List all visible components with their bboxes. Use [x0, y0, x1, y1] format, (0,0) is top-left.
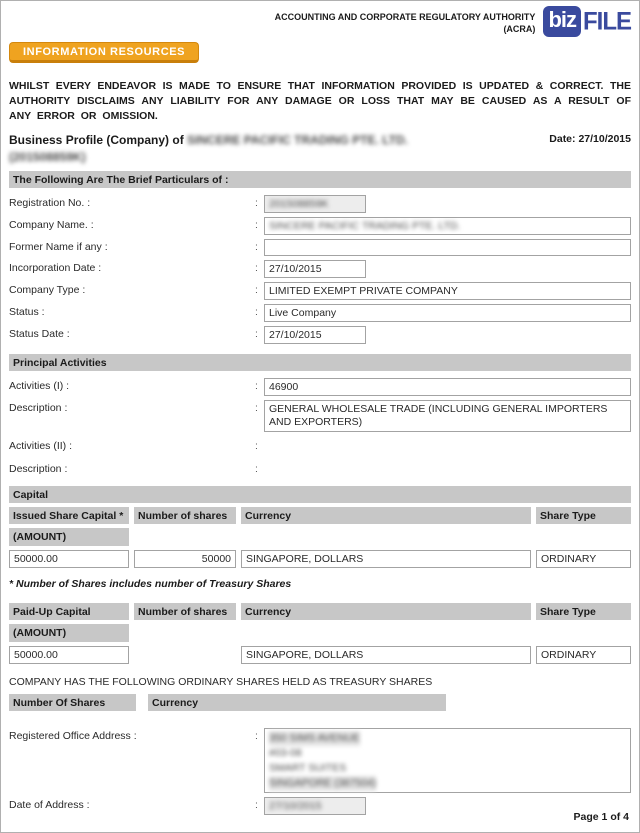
- field-colon: :: [255, 402, 258, 414]
- field-status: [9, 304, 631, 322]
- information-resources-badge: INFORMATION RESOURCES: [9, 42, 199, 63]
- field-colon: :: [255, 262, 258, 274]
- page-title: [9, 133, 408, 147]
- col-header-issued-capital: Issued Share Capital *: [9, 507, 129, 524]
- field-label: Description :: [9, 402, 68, 414]
- field-colon: :: [255, 380, 258, 392]
- field-incorporation-date: [9, 260, 631, 278]
- address-line-redacted: SMART SUITES: [269, 762, 347, 774]
- col-header-currency: Currency: [241, 603, 531, 620]
- field-company-name: [9, 217, 631, 235]
- particulars-form: [9, 195, 631, 344]
- field-colon: :: [255, 440, 258, 452]
- field-company-type: [9, 282, 631, 300]
- col-header-share-type: Share Type: [536, 603, 631, 620]
- field-colon: :: [255, 284, 258, 296]
- treasury-caption: COMPANY HAS THE FOLLOWING ORDINARY SHARES HELD AS TREASURY SHARES: [9, 676, 433, 688]
- field-description-1: [9, 400, 631, 432]
- field-activities-2: [9, 438, 631, 455]
- field-label: Date of Address :: [9, 799, 90, 811]
- field-registration-no: [9, 195, 631, 213]
- field-value: 27/10/2015: [264, 326, 366, 344]
- col-header-share-type: Share Type: [536, 507, 631, 524]
- field-label: Status Date :: [9, 328, 70, 340]
- registration-number-redacted: (201508859K): [9, 150, 86, 164]
- issued-share-type-cell: ORDINARY: [536, 550, 631, 568]
- col-header-number-of-shares: Number of shares: [134, 603, 236, 620]
- paidup-shares-cell: [134, 646, 236, 664]
- field-label: Activities (II) :: [9, 440, 73, 452]
- field-colon: :: [255, 241, 258, 253]
- field-value-redacted: SINCERE PACIFIC TRADING PTE. LTD.: [269, 220, 461, 232]
- issued-currency-cell: SINGAPORE, DOLLARS: [241, 550, 531, 568]
- field-status-date: [9, 326, 631, 344]
- issued-amount-cell: 50000.00: [9, 550, 129, 568]
- field-label: Incorporation Date :: [9, 262, 102, 274]
- treasury-shares-note: * Number of Shares includes number of Treasury Shares: [9, 578, 292, 590]
- section-bar-particulars: The Following Are The Brief Particulars of :: [9, 171, 631, 188]
- field-colon: :: [255, 306, 258, 318]
- authority-acronym: (ACRA): [503, 24, 536, 34]
- col-header-number-of-shares: Number of shares: [134, 507, 236, 524]
- field-registered-office-address: [9, 728, 631, 793]
- col-header-amount: (AMOUNT): [9, 624, 129, 642]
- authority-name: ACCOUNTING AND CORPORATE REGULATORY AUTHORITY: [274, 12, 536, 22]
- field-colon: :: [255, 799, 258, 811]
- company-name-redacted: SINCERE PACIFIC TRADING PTE. LTD.: [187, 133, 408, 147]
- address-line-redacted: 350 SIMS AVENUE: [269, 732, 360, 744]
- address-line-redacted: SINGAPORE (387504): [269, 777, 377, 789]
- field-value: [264, 239, 631, 256]
- paidup-currency-cell: SINGAPORE, DOLLARS: [241, 646, 531, 664]
- field-colon: :: [255, 463, 258, 475]
- paidup-capital-table: [9, 603, 631, 664]
- field-colon: :: [255, 219, 258, 231]
- field-date-of-address: [9, 797, 631, 815]
- bizfile-logo-biz: biz: [543, 6, 581, 37]
- field-label: Former Name if any :: [9, 241, 108, 253]
- title-prefix: Business Profile (Company) of: [9, 133, 184, 147]
- authority-title: [275, 6, 536, 35]
- field-label: Status :: [9, 306, 45, 318]
- field-former-name: [9, 239, 631, 256]
- issued-capital-table: [9, 507, 631, 568]
- field-value: 46900: [264, 378, 631, 396]
- field-activities-1: [9, 378, 631, 396]
- col-header-currency: Currency: [241, 507, 531, 524]
- section-bar-capital: Capital: [9, 486, 631, 503]
- field-value-redacted: 201508859K: [269, 198, 329, 210]
- field-value: GENERAL WHOLESALE TRADE (INCLUDING GENERAL IMPORTERS AND EXPORTERS): [264, 400, 631, 432]
- disclaimer-text: WHILST EVERY ENDEAVOR IS MADE TO ENSURE THAT INFORMATION PROVIDED IS UPDATED & CORRECT. THE AUTHORITY DISCLAIMS ANY LIABILITY FOR ANY DAMAGE OR LOSS THAT MAY BE CAUSED AS A RESULT OF ANY ERROR OR OMISSION.: [9, 80, 631, 122]
- bizfile-logo: [543, 6, 631, 37]
- document-header: [9, 6, 631, 37]
- field-description-2: [9, 461, 631, 478]
- field-value-redacted: 27/10/2015: [269, 800, 322, 812]
- field-label: Registration No. :: [9, 197, 91, 209]
- address-line-redacted: #03-08: [269, 747, 302, 759]
- profile-date: Date: 27/10/2015: [549, 133, 631, 145]
- col-header-paidup-capital: Paid-Up Capital: [9, 603, 129, 620]
- page-number: Page 1 of 4: [573, 811, 629, 823]
- paidup-share-type-cell: ORDINARY: [536, 646, 631, 664]
- treasury-table: [9, 694, 631, 711]
- bizfile-logo-file: FILE: [583, 6, 631, 36]
- field-colon: :: [255, 730, 258, 742]
- issued-shares-cell: 50000: [134, 550, 236, 568]
- field-colon: :: [255, 197, 258, 209]
- field-value: LIMITED EXEMPT PRIVATE COMPANY: [264, 282, 631, 300]
- field-value: 27/10/2015: [264, 260, 366, 278]
- field-label: Activities (I) :: [9, 380, 70, 392]
- paidup-amount-cell: 50000.00: [9, 646, 129, 664]
- address-box: [264, 728, 631, 793]
- field-label: Company Name. :: [9, 219, 94, 231]
- col-header-treasury-currency: Currency: [148, 694, 446, 711]
- field-value: Live Company: [264, 304, 631, 322]
- col-header-amount: (AMOUNT): [9, 528, 129, 546]
- col-header-treasury-shares: Number Of Shares: [9, 694, 136, 711]
- section-bar-activities: Principal Activities: [9, 354, 631, 371]
- field-label: Registered Office Address :: [9, 730, 137, 742]
- field-label: Description :: [9, 463, 68, 475]
- field-label: Company Type :: [9, 284, 86, 296]
- field-colon: :: [255, 328, 258, 340]
